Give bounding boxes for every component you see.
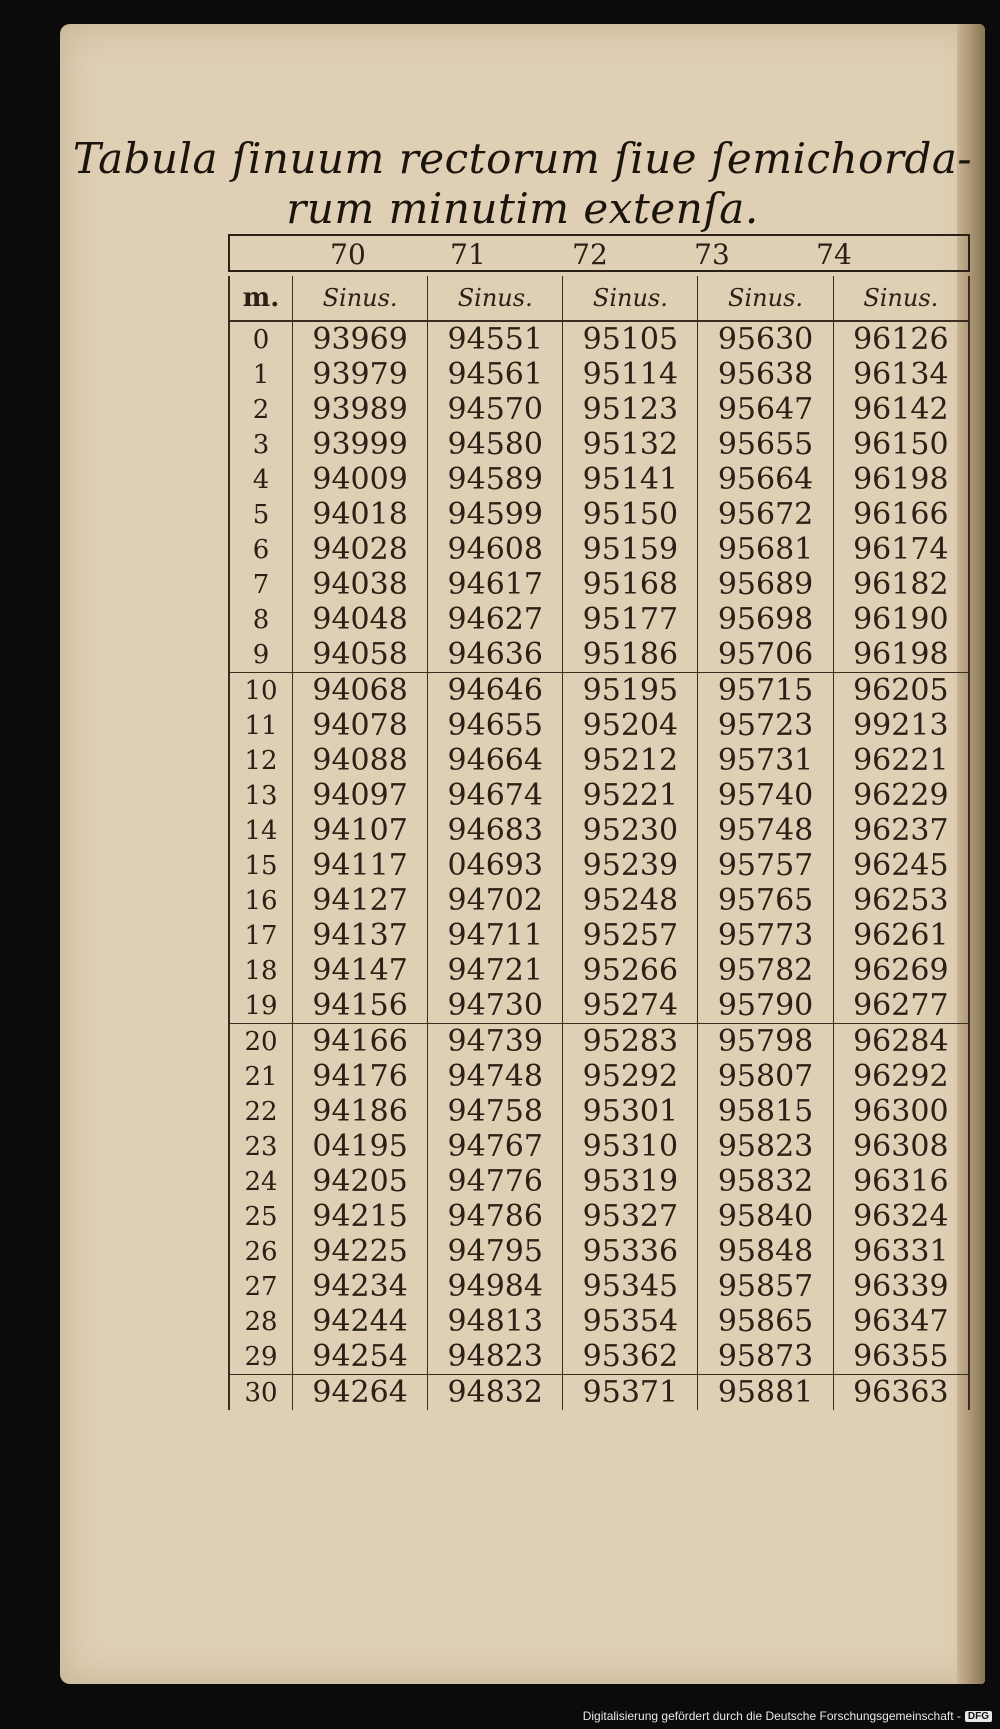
footer-text: Digitalisierung gefördert durch die Deutsche Forschungsgemeinschaft -: [582, 1709, 961, 1723]
sine-value-cell: 96308: [833, 1129, 969, 1164]
sine-value-cell: 95857: [698, 1269, 833, 1304]
sine-value-cell: 95782: [698, 953, 833, 988]
sine-value-cell: 94570: [428, 392, 563, 427]
sine-value-cell: 96174: [833, 532, 969, 567]
sine-value-cell: 94655: [428, 708, 563, 743]
minute-cell: 25: [229, 1199, 293, 1234]
minute-cell: 0: [229, 321, 293, 357]
table-row: [229, 1094, 969, 1129]
sine-value-cell: 96198: [833, 462, 969, 497]
sine-value-cell: 95715: [698, 673, 833, 709]
sine-value-cell: 95840: [698, 1199, 833, 1234]
sine-value-cell: 94758: [428, 1094, 563, 1129]
sine-value-cell: 95159: [563, 532, 698, 567]
sine-value-cell: 95731: [698, 743, 833, 778]
sine-value-cell: 94580: [428, 427, 563, 462]
sine-value-cell: 95362: [563, 1339, 698, 1375]
sine-value-cell: 96324: [833, 1199, 969, 1234]
sine-value-cell: 95319: [563, 1164, 698, 1199]
dfg-logo: DFG: [965, 1711, 992, 1722]
table-row: [229, 1269, 969, 1304]
sine-value-cell: 93989: [293, 392, 428, 427]
table-row: [229, 1059, 969, 1094]
sine-value-cell: 95132: [563, 427, 698, 462]
sine-value-cell: 94088: [293, 743, 428, 778]
sine-value-cell: 94244: [293, 1304, 428, 1339]
sine-value-cell: 94984: [428, 1269, 563, 1304]
table-row: [229, 848, 969, 883]
sine-value-cell: 95310: [563, 1129, 698, 1164]
sine-value-cell: 94078: [293, 708, 428, 743]
sine-value-cell: 94234: [293, 1269, 428, 1304]
sine-value-cell: 96126: [833, 321, 969, 357]
table-row: [229, 1339, 969, 1375]
sine-value-cell: 96237: [833, 813, 969, 848]
sine-value-cell: 94832: [428, 1375, 563, 1411]
sine-value-cell: 96339: [833, 1269, 969, 1304]
minute-cell: 24: [229, 1164, 293, 1199]
table-row: [229, 673, 969, 709]
sine-value-cell: 95638: [698, 357, 833, 392]
sine-value-cell: 95168: [563, 567, 698, 602]
minute-cell: 12: [229, 743, 293, 778]
sine-value-cell: 96316: [833, 1164, 969, 1199]
sine-value-cell: 95336: [563, 1234, 698, 1269]
sine-value-cell: 95865: [698, 1304, 833, 1339]
table-row: [229, 1234, 969, 1269]
sine-value-cell: 95748: [698, 813, 833, 848]
minute-cell: 13: [229, 778, 293, 813]
sine-value-cell: 94009: [293, 462, 428, 497]
sine-value-cell: 94058: [293, 637, 428, 673]
sine-value-cell: 95114: [563, 357, 698, 392]
sine-value-cell: 94795: [428, 1234, 563, 1269]
minute-cell: 21: [229, 1059, 293, 1094]
column-header: Sinus.: [428, 276, 563, 321]
sine-value-cell: 94786: [428, 1199, 563, 1234]
table-row: [229, 953, 969, 988]
sine-value-cell: 96261: [833, 918, 969, 953]
sine-value-cell: 95105: [563, 321, 698, 357]
sine-value-cell: 96134: [833, 357, 969, 392]
sine-value-cell: 94176: [293, 1059, 428, 1094]
sine-value-cell: 95881: [698, 1375, 833, 1411]
sine-value-cell: 96269: [833, 953, 969, 988]
minute-cell: 14: [229, 813, 293, 848]
sine-value-cell: 96355: [833, 1339, 969, 1375]
table-row: [229, 743, 969, 778]
sine-value-cell: 94589: [428, 462, 563, 497]
sine-value-cell: 94137: [293, 918, 428, 953]
sine-value-cell: 95327: [563, 1199, 698, 1234]
column-header: Sinus.: [833, 276, 969, 321]
minute-cell: 4: [229, 462, 293, 497]
table-row: [229, 1375, 969, 1411]
sine-value-cell: 95212: [563, 743, 698, 778]
minute-cell: 23: [229, 1129, 293, 1164]
sine-value-cell: 94636: [428, 637, 563, 673]
sine-value-cell: 96166: [833, 497, 969, 532]
sine-value-cell: 04693: [428, 848, 563, 883]
degree-label: 71: [450, 238, 486, 271]
sine-value-cell: 96142: [833, 392, 969, 427]
sine-value-cell: 96284: [833, 1024, 969, 1060]
table-row: [229, 462, 969, 497]
column-header: Sinus.: [698, 276, 833, 321]
table-row: [229, 883, 969, 918]
minute-cell: 30: [229, 1375, 293, 1411]
sine-value-cell: 94156: [293, 988, 428, 1024]
column-header: Sinus.: [563, 276, 698, 321]
sine-value-cell: 95371: [563, 1375, 698, 1411]
minute-cell: 18: [229, 953, 293, 988]
sine-value-cell: 94664: [428, 743, 563, 778]
sine-value-cell: 94711: [428, 918, 563, 953]
sine-value-cell: 94627: [428, 602, 563, 637]
sine-value-cell: 95630: [698, 321, 833, 357]
sine-value-cell: 94599: [428, 497, 563, 532]
sine-value-cell: 95647: [698, 392, 833, 427]
sine-value-cell: 94048: [293, 602, 428, 637]
sine-value-cell: 95123: [563, 392, 698, 427]
sine-value-cell: 95177: [563, 602, 698, 637]
sine-value-cell: 96150: [833, 427, 969, 462]
sine-value-cell: 96292: [833, 1059, 969, 1094]
sine-value-cell: 96331: [833, 1234, 969, 1269]
table-row: [229, 778, 969, 813]
table-row: [229, 602, 969, 637]
sine-value-cell: 95195: [563, 673, 698, 709]
sine-value-cell: 94813: [428, 1304, 563, 1339]
sine-value-cell: 95664: [698, 462, 833, 497]
sine-value-cell: 95740: [698, 778, 833, 813]
sine-value-cell: 94117: [293, 848, 428, 883]
sine-value-cell: 94147: [293, 953, 428, 988]
sine-value-cell: 94776: [428, 1164, 563, 1199]
sine-value-cell: 94767: [428, 1129, 563, 1164]
sine-value-cell: 93979: [293, 357, 428, 392]
sine-values-table: [228, 276, 970, 1410]
table-row: [229, 357, 969, 392]
sine-value-cell: 95757: [698, 848, 833, 883]
table-row: [229, 532, 969, 567]
minute-cell: 8: [229, 602, 293, 637]
degree-header-row: [228, 234, 970, 272]
sine-value-cell: 96253: [833, 883, 969, 918]
sine-value-cell: 95292: [563, 1059, 698, 1094]
sine-value-cell: 94018: [293, 497, 428, 532]
sine-value-cell: 93999: [293, 427, 428, 462]
sine-value-cell: 94739: [428, 1024, 563, 1060]
minute-cell: 27: [229, 1269, 293, 1304]
sine-value-cell: 95239: [563, 848, 698, 883]
minute-cell: 1: [229, 357, 293, 392]
table-row: [229, 708, 969, 743]
table-row: [229, 321, 969, 357]
sine-value-cell: 95266: [563, 953, 698, 988]
sine-value-cell: 95257: [563, 918, 698, 953]
degree-label: 72: [572, 238, 608, 271]
minute-header: m.: [229, 276, 293, 321]
sine-value-cell: 96221: [833, 743, 969, 778]
minute-cell: 26: [229, 1234, 293, 1269]
sine-value-cell: 94186: [293, 1094, 428, 1129]
minute-cell: 3: [229, 427, 293, 462]
table-row: [229, 988, 969, 1024]
table-row: [229, 637, 969, 673]
minute-cell: 22: [229, 1094, 293, 1129]
sine-value-cell: 94674: [428, 778, 563, 813]
sine-value-cell: 94028: [293, 532, 428, 567]
sine-value-cell: 95689: [698, 567, 833, 602]
sine-value-cell: 96277: [833, 988, 969, 1024]
sine-value-cell: 95283: [563, 1024, 698, 1060]
sine-value-cell: 94721: [428, 953, 563, 988]
sine-value-cell: 95141: [563, 462, 698, 497]
sine-value-cell: 95301: [563, 1094, 698, 1129]
sine-value-cell: 95655: [698, 427, 833, 462]
sine-value-cell: 95807: [698, 1059, 833, 1094]
sine-value-cell: 95221: [563, 778, 698, 813]
sine-value-cell: 94205: [293, 1164, 428, 1199]
sine-value-cell: 95815: [698, 1094, 833, 1129]
degree-label: 70: [330, 238, 366, 271]
sine-value-cell: 95773: [698, 918, 833, 953]
minute-cell: 29: [229, 1339, 293, 1375]
minute-cell: 19: [229, 988, 293, 1024]
minute-cell: 17: [229, 918, 293, 953]
sine-value-cell: 94225: [293, 1234, 428, 1269]
sine-value-cell: 93969: [293, 321, 428, 357]
degree-label: 73: [694, 238, 730, 271]
column-header: Sinus.: [293, 276, 428, 321]
sine-value-cell: 94823: [428, 1339, 563, 1375]
minute-cell: 6: [229, 532, 293, 567]
minute-cell: 5: [229, 497, 293, 532]
sine-value-cell: 95698: [698, 602, 833, 637]
sine-value-cell: 96363: [833, 1375, 969, 1411]
minute-cell: 7: [229, 567, 293, 602]
minute-cell: 11: [229, 708, 293, 743]
sine-value-cell: 95274: [563, 988, 698, 1024]
sine-value-cell: 95248: [563, 883, 698, 918]
sine-value-cell: 95848: [698, 1234, 833, 1269]
sine-value-cell: 96229: [833, 778, 969, 813]
book-page: [60, 24, 985, 1684]
minute-cell: 16: [229, 883, 293, 918]
sine-value-cell: 94617: [428, 567, 563, 602]
minute-cell: 9: [229, 637, 293, 673]
column-header-row: [229, 276, 969, 321]
minute-cell: 28: [229, 1304, 293, 1339]
table-row: [229, 567, 969, 602]
table-row: [229, 1024, 969, 1060]
page-title-line-2: rum minutim extenſa.: [286, 184, 759, 233]
sine-value-cell: 94107: [293, 813, 428, 848]
table-row: [229, 427, 969, 462]
sine-value-cell: 95186: [563, 637, 698, 673]
minute-cell: 2: [229, 392, 293, 427]
sine-value-cell: 94646: [428, 673, 563, 709]
table-row: [229, 1304, 969, 1339]
table-row: [229, 1129, 969, 1164]
sine-value-cell: 95672: [698, 497, 833, 532]
degree-label: 74: [816, 238, 852, 271]
sine-value-cell: 94608: [428, 532, 563, 567]
sine-value-cell: 94683: [428, 813, 563, 848]
sine-value-cell: 95832: [698, 1164, 833, 1199]
sine-value-cell: 96190: [833, 602, 969, 637]
sine-value-cell: 95823: [698, 1129, 833, 1164]
sine-value-cell: 95204: [563, 708, 698, 743]
sine-value-cell: 95354: [563, 1304, 698, 1339]
sine-value-cell: 95681: [698, 532, 833, 567]
minute-cell: 15: [229, 848, 293, 883]
sine-value-cell: 96205: [833, 673, 969, 709]
sine-value-cell: 94561: [428, 357, 563, 392]
page-title-line-1: Tabula ſinuum rectorum ſiue ſemichorda-: [72, 134, 973, 183]
sine-value-cell: 96182: [833, 567, 969, 602]
sine-table: [228, 234, 970, 1410]
sine-value-cell: 99213: [833, 708, 969, 743]
table-row: [229, 813, 969, 848]
sine-value-cell: 94166: [293, 1024, 428, 1060]
sine-value-cell: 94551: [428, 321, 563, 357]
table-row: [229, 497, 969, 532]
table-row: [229, 392, 969, 427]
sine-value-cell: 96198: [833, 637, 969, 673]
sine-value-cell: 95798: [698, 1024, 833, 1060]
sine-value-cell: 94127: [293, 883, 428, 918]
sine-value-cell: 95345: [563, 1269, 698, 1304]
table-row: [229, 1199, 969, 1234]
sine-value-cell: 95790: [698, 988, 833, 1024]
minute-cell: 20: [229, 1024, 293, 1060]
sine-value-cell: 95706: [698, 637, 833, 673]
sine-value-cell: 95873: [698, 1339, 833, 1375]
sine-value-cell: 95230: [563, 813, 698, 848]
table-row: [229, 918, 969, 953]
sine-value-cell: 94038: [293, 567, 428, 602]
table-row: [229, 1164, 969, 1199]
sine-value-cell: 94264: [293, 1375, 428, 1411]
sine-value-cell: 96245: [833, 848, 969, 883]
sine-value-cell: 95765: [698, 883, 833, 918]
sine-value-cell: 94097: [293, 778, 428, 813]
minute-cell: 10: [229, 673, 293, 709]
sine-value-cell: 94748: [428, 1059, 563, 1094]
sine-value-cell: 94215: [293, 1199, 428, 1234]
sine-value-cell: 95723: [698, 708, 833, 743]
sine-value-cell: 96300: [833, 1094, 969, 1129]
sine-value-cell: 96347: [833, 1304, 969, 1339]
sine-value-cell: 94702: [428, 883, 563, 918]
sine-value-cell: 95150: [563, 497, 698, 532]
digitization-footer: [583, 1709, 992, 1723]
sine-value-cell: 04195: [293, 1129, 428, 1164]
sine-value-cell: 94730: [428, 988, 563, 1024]
sine-value-cell: 94068: [293, 673, 428, 709]
sine-value-cell: 94254: [293, 1339, 428, 1375]
